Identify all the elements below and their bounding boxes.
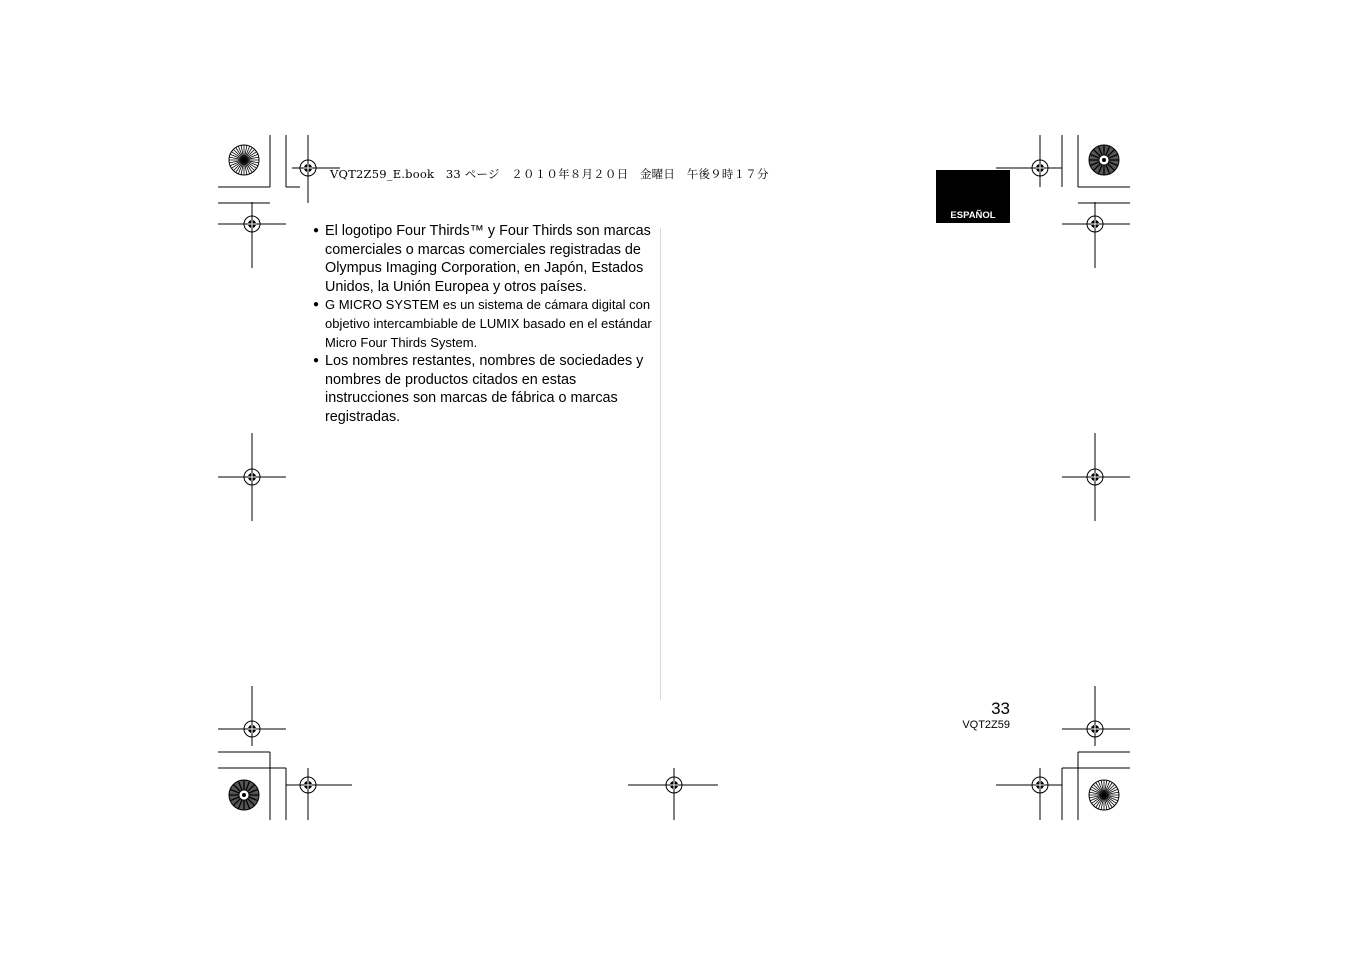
bullet-icon: ● [313, 355, 320, 367]
bullet-text: Los nombres restantes, nombres de sociedades y nombres de productos citados en estas instrucciones son marcas de fábrica o marcas registradas. [325, 353, 644, 425]
bullet-text: El logotipo Four Thirds™ y Four Thirds son marcas comerciales o marcas comerciales registradas de Olympus Imaging Corporation, en Japón, Estados Unidos, la Unión Europea y otros países. [325, 223, 651, 295]
language-tab [936, 170, 1010, 223]
bullet-item [312, 352, 652, 426]
language-tab-label: ESPAÑOL [950, 210, 996, 221]
page-number: 33 [991, 699, 1010, 718]
print-header-file-info: VQT2Z59_E.book 33 ページ ２０１０年８月２０日 金曜日 午後９時１７分 [330, 167, 769, 181]
bullet-icon: ● [313, 225, 320, 236]
bullet-icon: ● [313, 299, 320, 311]
column-divider [660, 228, 661, 700]
trademark-notes [312, 222, 652, 427]
bullet-item [312, 296, 652, 352]
bullet-text: G MICRO SYSTEM es un sistema de cámara digital con objetivo intercambiable de LUMIX basado en el estándar Micro Four Thirds System. [325, 297, 652, 350]
bullet-item [312, 222, 652, 296]
model-code: VQT2Z59 [962, 719, 1010, 731]
